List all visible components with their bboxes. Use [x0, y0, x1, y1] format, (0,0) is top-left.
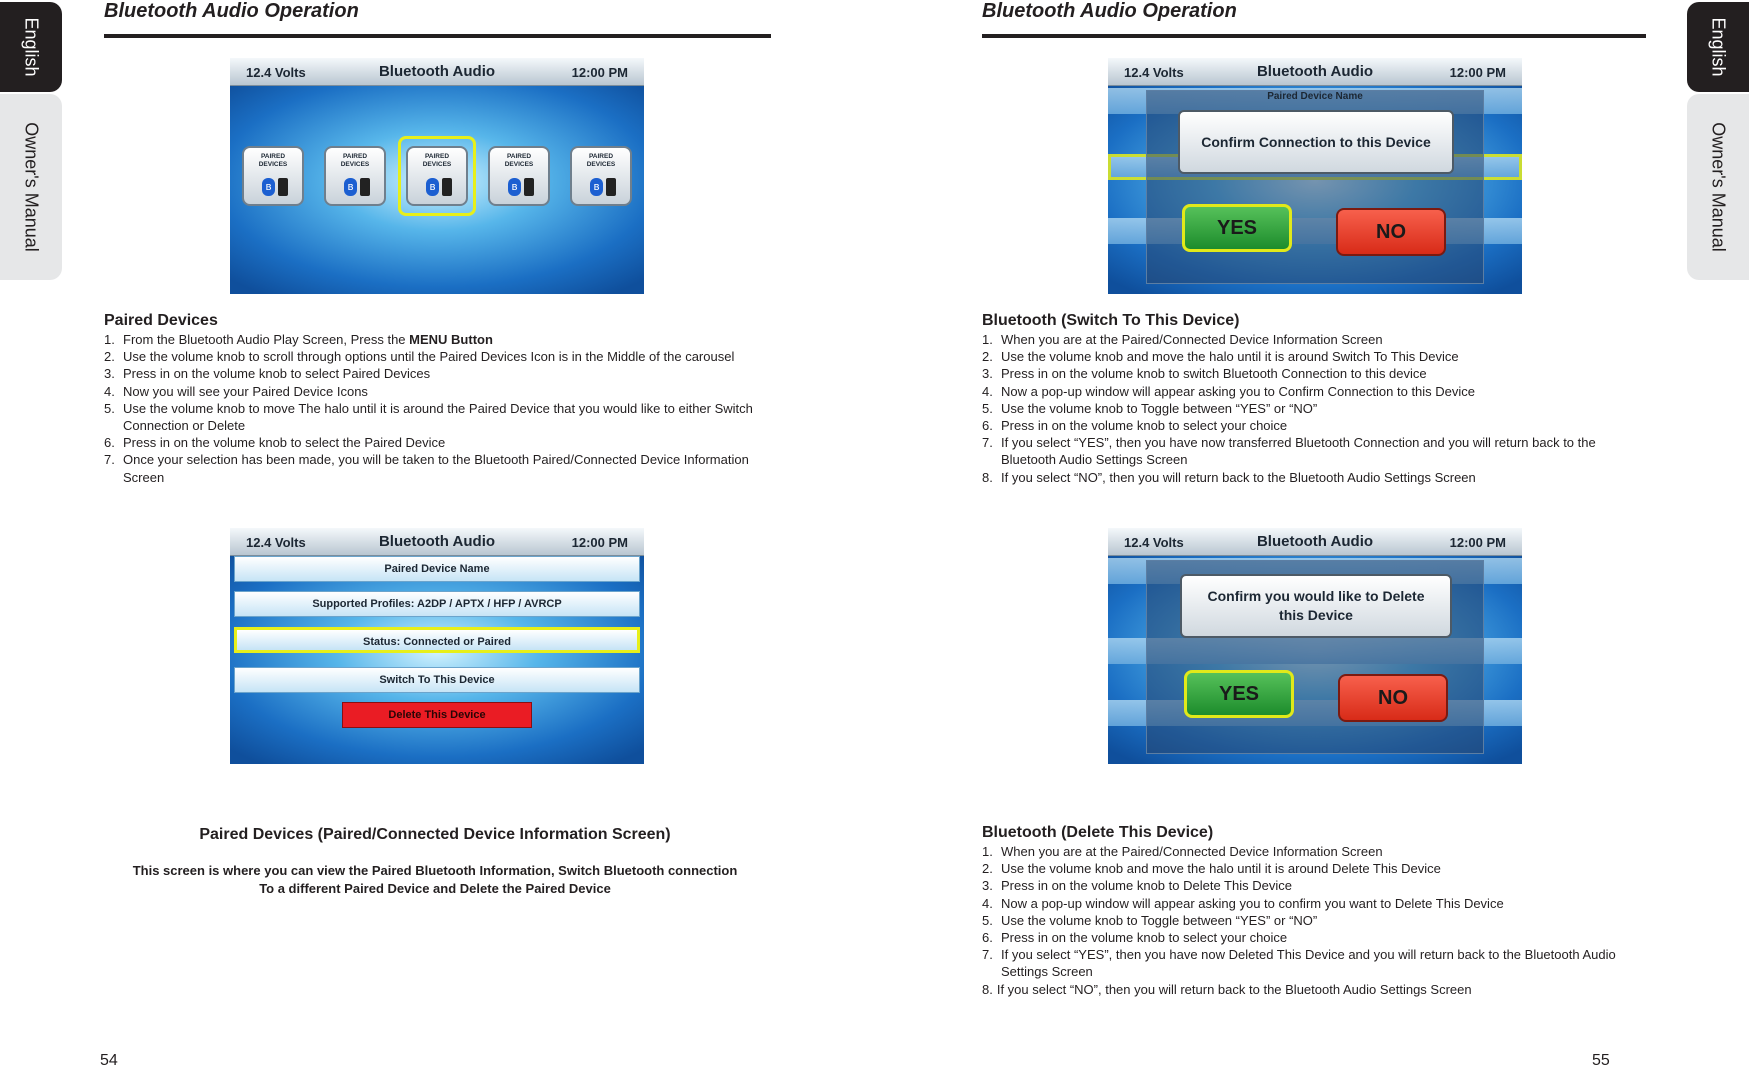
info-screen-caption	[100, 826, 770, 897]
bluetooth-icon: ʙ	[344, 178, 357, 196]
list-item: 4. Now you will see your Paired Device Icons	[104, 383, 368, 399]
list-item: 3. Press in on the volume knob to Delete This Device	[982, 878, 1292, 894]
voltage-readout: 12.4 Volts	[1124, 535, 1184, 550]
icon-label-top: PAIRED	[342, 153, 368, 160]
list-item: 4. Now a pop-up window will appear asking you to confirm you want to Delete This Device	[982, 895, 1504, 911]
phone-icon	[606, 178, 616, 196]
icon-label-top: PAIRED	[506, 153, 532, 160]
side-tab-manual-left	[0, 94, 62, 280]
icon-label-top: PAIRED	[588, 153, 614, 160]
bluetooth-icon: ʙ	[590, 178, 603, 196]
list-item: 4. Now a pop-up window will appear asking you to Confirm Connection to this Device	[982, 383, 1476, 399]
behind-row-label: Paired Device Name	[1267, 91, 1363, 102]
icon-label-bottom: DEVICES	[422, 161, 452, 168]
page-number-right: 55	[1592, 1052, 1610, 1068]
paired-devices-icon[interactable]	[488, 146, 550, 206]
list-item: 6. Press in on the volume knob to select your choice	[982, 418, 1288, 434]
confirm-connection-screen	[1108, 58, 1522, 294]
no-button[interactable]: NO	[1338, 674, 1448, 722]
list-item: 3. Press in on the volume knob to select Paired Devices	[104, 366, 431, 382]
bluetooth-icon: ʙ	[426, 178, 439, 196]
list-item: 6. Press in on the volume knob to select the Paired Device	[104, 435, 446, 451]
clock-readout: 12:00 PM	[1449, 535, 1506, 550]
screen-title: Bluetooth Audio	[378, 533, 496, 550]
delete-dialog-message: Confirm you would like to Delete this Device	[1180, 574, 1452, 638]
clock-readout: 12:00 PM	[1449, 65, 1506, 80]
icon-label-bottom: DEVICES	[586, 161, 616, 168]
list-item: 1. From the Bluetooth Audio Play Screen, Press the MENU Button	[104, 332, 493, 347]
title-rule-left	[104, 34, 771, 38]
page-number-left: 54	[100, 1052, 118, 1068]
side-tab-english-label: English	[1708, 17, 1729, 77]
icon-label-bottom: DEVICES	[340, 161, 370, 168]
switch-device-steps	[982, 331, 1642, 486]
voltage-readout: 12.4 Volts	[246, 535, 306, 550]
phone-icon	[278, 178, 288, 196]
info-screen-description: This screen is where you can view the Paired Bluetooth Information, Switch Bluetooth connection To a different Paired Device and Delete the Paired Device	[132, 863, 738, 896]
list-item: 5. Use the volume knob to Toggle between “YES” or “NO”	[982, 400, 1318, 416]
list-item: 8. If you select “NO”, then you will return back to the Bluetooth Audio Settings Screen	[982, 981, 1472, 997]
phone-icon	[524, 178, 534, 196]
screen-title: Bluetooth Audio	[378, 63, 496, 80]
paired-devices-heading: Paired Devices	[104, 312, 218, 329]
icon-label-bottom: DEVICES	[504, 161, 534, 168]
list-item: 2. Use the volume knob to scroll through options until the Paired Devices Icon is in the Middle of the carousel	[104, 349, 735, 365]
device-info-screen	[230, 528, 644, 764]
screen-status-bar	[1108, 58, 1522, 86]
list-item: 7. If you select “YES”, then you have now Deleted This Device and you will return back to the Bluetooth Audio Settings Screen	[982, 947, 1616, 980]
title-rule-right	[982, 34, 1646, 38]
yes-button[interactable]: YES	[1182, 204, 1292, 252]
icon-label-top: PAIRED	[260, 153, 286, 160]
delete-device-heading: Bluetooth (Delete This Device)	[982, 824, 1214, 841]
screen-status-bar	[230, 528, 644, 556]
phone-icon	[360, 178, 370, 196]
status-row[interactable]: Status: Connected or Paired	[234, 627, 640, 653]
voltage-readout: 12.4 Volts	[1124, 65, 1184, 80]
icon-label-top: PAIRED	[424, 153, 450, 160]
carousel-screen	[230, 58, 644, 294]
side-tab-manual-right	[1687, 94, 1749, 280]
supported-profiles-row: Supported Profiles: A2DP / APTX / HFP / AVRCP	[234, 591, 640, 617]
list-item: 5. Use the volume knob to Toggle between “YES” or “NO”	[982, 912, 1318, 928]
delete-device-steps	[982, 843, 1642, 998]
list-item: 1. When you are at the Paired/Connected Device Information Screen	[982, 844, 1383, 859]
paired-devices-icon[interactable]	[570, 146, 632, 206]
paired-devices-steps	[104, 331, 774, 486]
paired-devices-icon-selected[interactable]	[406, 146, 468, 206]
info-screen-heading: Paired Devices (Paired/Connected Device Information Screen)	[199, 826, 671, 843]
list-item: 6. Press in on the volume knob to select your choice	[982, 930, 1288, 946]
bluetooth-icon: ʙ	[508, 178, 521, 196]
voltage-readout: 12.4 Volts	[246, 65, 306, 80]
side-tab-english-left	[0, 2, 62, 92]
icon-label-bottom: DEVICES	[258, 161, 288, 168]
paired-devices-icon[interactable]	[324, 146, 386, 206]
clock-readout: 12:00 PM	[571, 535, 628, 550]
side-tab-english-right	[1687, 2, 1749, 92]
list-item: 2. Use the volume knob and move the halo until it is around Switch To This Device	[982, 349, 1459, 365]
clock-readout: 12:00 PM	[571, 65, 628, 80]
list-item: 5. Use the volume knob to move The halo until it is around the Paired Device that you would like to either Switch Connection or Delete	[104, 400, 753, 434]
phone-icon	[442, 178, 452, 196]
no-button[interactable]: NO	[1336, 208, 1446, 256]
list-item: 1. When you are at the Paired/Connected Device Information Screen	[982, 332, 1383, 347]
list-item: 7. If you select “YES”, then you have now transferred Bluetooth Connection and you will return back to the Bluetooth Audio Settings Screen	[982, 435, 1596, 468]
screen-status-bar	[1108, 528, 1522, 556]
page-title-right: Bluetooth Audio Operation	[982, 0, 1237, 22]
list-item: 3. Press in on the volume knob to switch Bluetooth Connection to this device	[982, 366, 1427, 382]
screen-title: Bluetooth Audio	[1256, 63, 1374, 80]
bluetooth-icon: ʙ	[262, 178, 275, 196]
delete-device-button[interactable]: Delete This Device	[342, 702, 532, 728]
side-tab-manual-label: Owner's Manual	[1708, 122, 1729, 252]
confirm-dialog-message: Confirm Connection to this Device	[1178, 110, 1454, 174]
confirm-delete-screen	[1108, 528, 1522, 764]
list-item: 8. If you select “NO”, then you will return back to the Bluetooth Audio Settings Screen	[982, 469, 1476, 485]
screen-title: Bluetooth Audio	[1256, 533, 1374, 550]
page-title-left: Bluetooth Audio Operation	[104, 0, 359, 22]
list-item: 7. Once your selection has been made, you will be taken to the Bluetooth Paired/Connected Device Information Screen	[104, 452, 749, 485]
side-tab-manual-label: Owner's Manual	[21, 122, 42, 252]
switch-device-heading: Bluetooth (Switch To This Device)	[982, 312, 1240, 329]
list-item: 2. Use the volume knob and move the halo until it is around Delete This Device	[982, 861, 1441, 877]
side-tab-english-label: English	[21, 17, 42, 77]
switch-device-row[interactable]: Switch To This Device	[234, 667, 640, 693]
paired-devices-icon[interactable]	[242, 146, 304, 206]
screen-status-bar	[230, 58, 644, 86]
yes-button[interactable]: YES	[1184, 670, 1294, 718]
paired-device-name-row: Paired Device Name	[234, 556, 640, 582]
